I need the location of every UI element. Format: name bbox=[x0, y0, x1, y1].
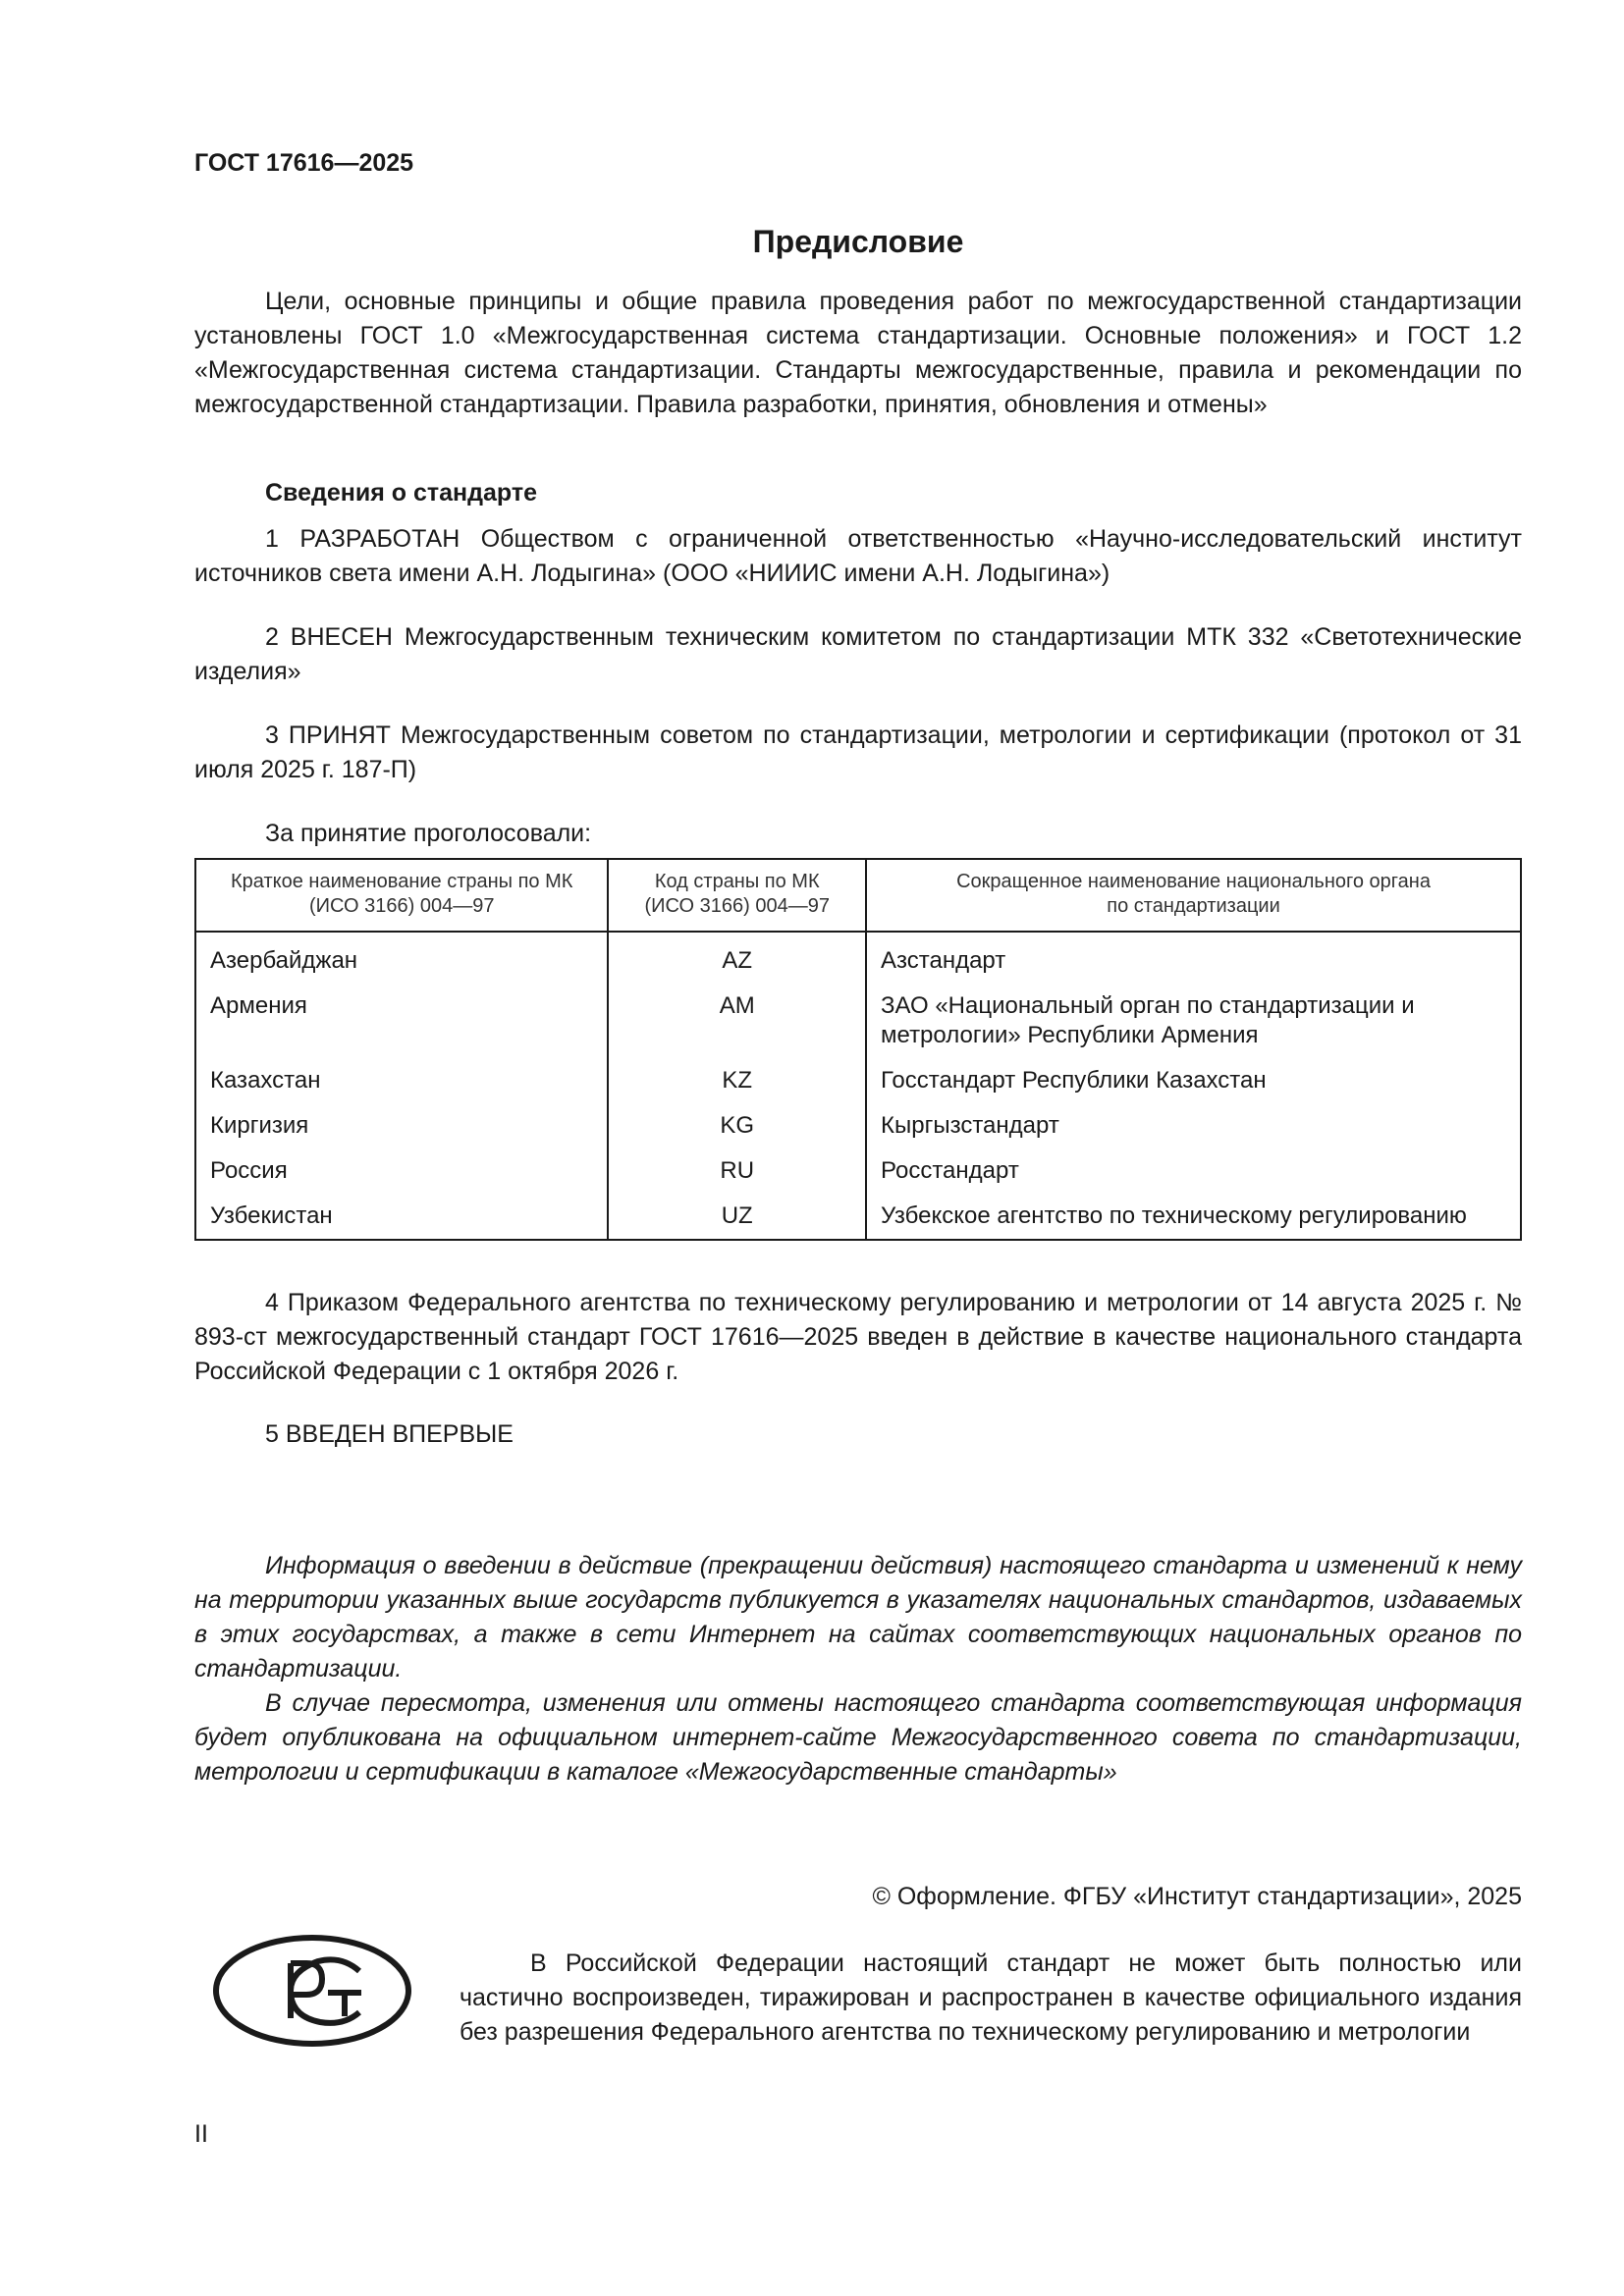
header-country-code-line2: (ИСО 3166) 004—97 bbox=[644, 895, 830, 917]
page-title: Предисловие bbox=[752, 224, 964, 259]
item-5-introduced: 5 ВВЕДЕН ВПЕРВЫЕ bbox=[265, 1420, 514, 1448]
header-national-body-line2: по стандартизации bbox=[1107, 895, 1280, 917]
country-code-cell: AZ bbox=[608, 932, 866, 984]
country-cell: Азербайджан bbox=[210, 947, 358, 974]
header-country-name-line2: (ИСО 3166) 004—97 bbox=[308, 895, 495, 917]
rst-certification-mark-icon bbox=[212, 1934, 412, 2048]
country-cell: Казахстан bbox=[210, 1067, 321, 1094]
national-body-cell: Росстандарт bbox=[866, 1148, 1521, 1194]
table-row bbox=[195, 1148, 1521, 1194]
page-number: II bbox=[194, 2120, 208, 2148]
country-cell: Россия bbox=[210, 1157, 288, 1184]
standard-info-heading: Сведения о стандарте bbox=[265, 479, 538, 507]
copyright-line: © Оформление. ФГБУ «Институт стандартизации», 2025 bbox=[872, 1883, 1522, 1910]
country-code-cell: UZ bbox=[608, 1194, 866, 1240]
intro-paragraph: Цели, основные принципы и общие правила проведения работ по межгосударственной стандартизации установлены ГОСТ 1.0 «Межгосударственная система стандартизации. Основные положения» и ГОСТ 1.2 «Межгосударственная система стандартизации. Стандарты межгосударственные, правила и рекомендации по межгосударственной стандартизации. Правила разработки, принятия, обновления и отмены» bbox=[194, 288, 1522, 418]
header-national-body-line1: Сокращенное наименование национального органа bbox=[956, 871, 1431, 892]
table-row bbox=[195, 932, 1521, 984]
table-row bbox=[195, 984, 1521, 1058]
country-code-cell: RU bbox=[608, 1148, 866, 1194]
country-cell: Узбекистан bbox=[210, 1202, 333, 1229]
table-header-row bbox=[195, 859, 1521, 932]
item-2-submitted: 2 ВНЕСЕН Межгосударственным техническим комитетом по стандартизации МТК 332 «Светотехнические изделия» bbox=[194, 623, 1522, 685]
notice-paragraph-1: Информация о введении в действие (прекращении действия) настоящего стандарта и изменений к нему на территории указанных выше государств публикуется в указателях национальных стандартов, издаваемых в этих государствах, а также в сети Интернет на сайтах соответствующих национальных органов по стандартизации. bbox=[194, 1552, 1522, 1682]
country-cell: Армения bbox=[210, 992, 307, 1019]
national-body-cell: ЗАО «Национальный орган по стандартизации и метрологии» Республики Армения bbox=[866, 984, 1521, 1058]
item-4-order: 4 Приказом Федерального агентства по техническому регулированию и метрологии от 14 августа 2025 г. № 893-ст межгосударственный стандарт ГОСТ 17616—2025 введен в действие в качестве национального стандарта Российской Федерации с 1 октября 2026 г. bbox=[194, 1289, 1522, 1385]
item-3-adopted: 3 ПРИНЯТ Межгосударственным советом по стандартизации, метрологии и сертификации (протокол от 31 июля 2025 г. 187-П) bbox=[194, 721, 1522, 783]
national-body-cell: Кыргызстандарт bbox=[866, 1103, 1521, 1148]
header-country-name bbox=[195, 859, 608, 932]
country-code-cell: AM bbox=[608, 984, 866, 1058]
table-row bbox=[195, 1103, 1521, 1148]
table-row bbox=[195, 1058, 1521, 1103]
vote-label: За принятие проголосовали: bbox=[265, 820, 592, 847]
header-country-code-line1: Код страны по МК bbox=[654, 871, 820, 892]
national-body-cell: Узбекское агентство по техническому регулированию bbox=[866, 1194, 1521, 1240]
country-code-cell: KZ bbox=[608, 1058, 866, 1103]
document-number-header: ГОСТ 17616—2025 bbox=[194, 149, 414, 177]
header-country-code bbox=[608, 859, 866, 932]
national-body-cell: Госстандарт Республики Казахстан bbox=[866, 1058, 1521, 1103]
item-1-developed: 1 РАЗРАБОТАН Обществом с ограниченной ответственностью «Научно-исследовательский институт источников света имени А.Н. Лодыгина» (ООО «НИИИС имени А.Н. Лодыгина») bbox=[194, 525, 1522, 587]
header-national-body bbox=[866, 859, 1521, 932]
country-code-cell: KG bbox=[608, 1103, 866, 1148]
country-cell: Киргизия bbox=[210, 1112, 309, 1139]
table-row bbox=[195, 1194, 1521, 1240]
national-body-cell: Азстандарт bbox=[866, 932, 1521, 984]
header-country-name-line1: Краткое наименование страны по МК bbox=[231, 871, 573, 892]
notice-paragraph-2: В случае пересмотра, изменения или отмены настоящего стандарта соответствующая информация будет опубликована на официальном интернет-сайте Межгосударственного совета по стандартизации, метрологии и сертификации в каталоге «Межгосударственные стандарты» bbox=[194, 1689, 1522, 1786]
reproduction-notice: В Российской Федерации настоящий стандарт не может быть полностью или частично воспроизведен, тиражирован и распространен в качестве официального издания без разрешения Федерального агентства по техническому регулированию и метрологии bbox=[460, 1949, 1522, 2046]
voting-table bbox=[194, 858, 1522, 1241]
